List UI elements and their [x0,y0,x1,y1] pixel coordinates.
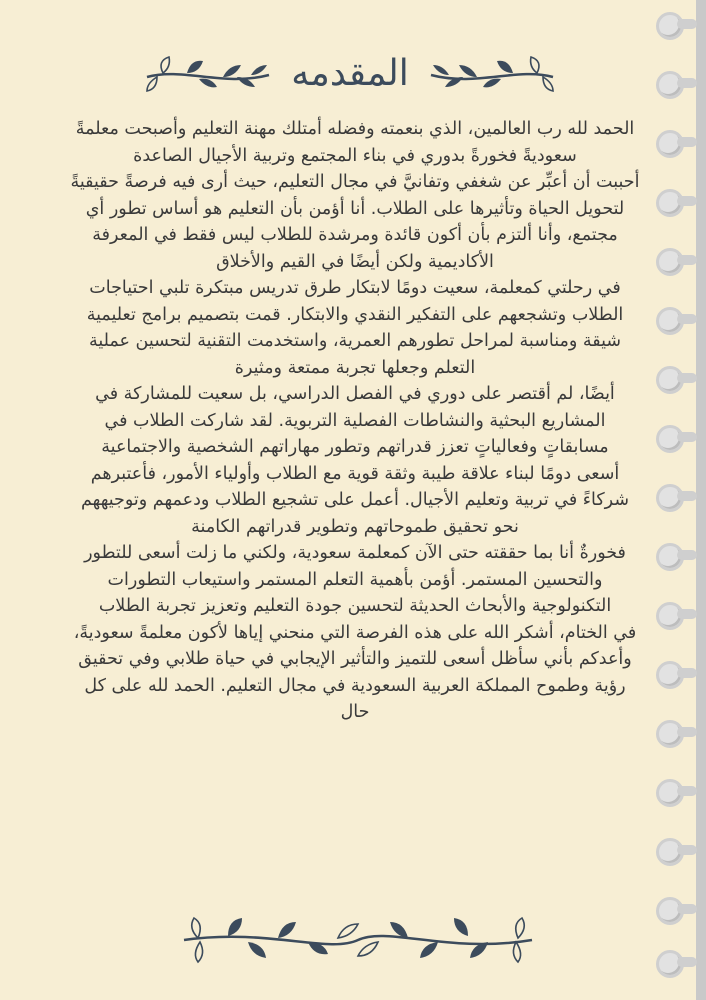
binder-rings [646,0,706,1000]
paragraph-5: أسعى دومًا لبناء علاقة طيبة وثقة قوية مع الطلاب وأولياء الأمور، فأعتبرهم شركاءً في تربية وتعليم الأجيال. أعمل على تشجيع الطلاب ودعمهم وتوجيههم نحو تحقيق طموحاتهم وتطوير قدراتهم الكامنة [81,463,629,537]
binder-ring-icon [656,12,684,40]
page-title: المقدمه [291,52,409,94]
paragraph-3: في رحلتي كمعلمة، سعيت دومًا لابتكار طرق تدريس مبتكرة تلبي احتياجات الطلاب وتشجعهم على التفكير النقدي والابتكار. قمت بتصميم برامج تعليمية شيقة ومناسبة لمراحل تطورهم العمرية، واستخدمت التقنية لتحسين عملية التعلم وجعلها تجربة ممتعة ومثيرة [86,278,624,378]
binder-ring-icon [656,661,684,689]
binder-ring-icon [656,307,684,335]
binder-ring-icon [656,130,684,158]
paragraph-6: فخورةٌ أنا بما حققته حتى الآن كمعلمة سعودية، ولكني ما زلت أسعى للتطور والتحسين المستمر. أؤمن بأهمية التعلم المستمر واستيعاب التطورات التكنولوجية والأبحاث الحديثة لتحسين جودة التعليم وتعزيز تجربة الطلاب [84,543,626,616]
paragraph-7: في الختام، أشكر الله على هذه الفرصة التي منحني إياها لأكون معلمةً سعوديةً، وأعدكم بأني سأظل أسعى للتميز والتأثير الإيجابي في حياة طلابي وفي تحقيق رؤية وطموح المملكة العربية السعودية في مجال التعليم. الحمد لله على كل حال [73,622,637,722]
binder-ring-icon [656,71,684,99]
binder-ring-icon [656,248,684,276]
introduction-body [70,116,640,726]
binder-ring-icon [656,366,684,394]
binder-ring-icon [656,543,684,571]
binder-ring-icon [656,838,684,866]
binder-ring-icon [656,189,684,217]
binder-ring-icon [656,897,684,925]
binder-ring-icon [656,779,684,807]
paragraph-2: أحببت أن أعبِّر عن شغفي وتفانيَّ في مجال التعليم، حيث أرى فيه فرصةً حقيقيةً لتحويل الحياة وتأثيرها على الطلاب. أنا أؤمن بأن التعليم هو أساس تطور أي مجتمع، وأنا ألتزم بأن أكون قائدة ومرشدة للطلاب ليس فقط في المعرفة الأكاديمية ولكن أيضًا في القيم والأخلاق [70,172,640,272]
paragraph-1: الحمد لله رب العالمين، الذي بنعمته وفضله أمتلك مهنة التعليم وأصبحت معلمةً سعوديةً فخورةً بدوري في بناء المجتمع وتربية الأجيال الصاعدة [75,119,635,166]
vine-ornament-right-icon [427,53,557,93]
title-row [80,40,620,106]
binder-ring-icon [656,720,684,748]
binder-ring-icon [656,602,684,630]
vine-ornament-left-icon [143,53,273,93]
binder-ring-icon [656,950,684,978]
binder-ring-icon [656,425,684,453]
paragraph-4: أيضًا، لم أقتصر على دوري في الفصل الدراسي، بل سعيت للمشاركة في المشاريع البحثية والنشاطات الفصلية التربوية. لقد شاركت الطلاب في مسابقاتٍ وفعالياتٍ تعزز قدراتهم وتطور مهاراتهم الشخصية والاجتماعية [95,384,615,457]
floral-divider-icon [178,910,538,970]
binder-ring-icon [656,484,684,512]
